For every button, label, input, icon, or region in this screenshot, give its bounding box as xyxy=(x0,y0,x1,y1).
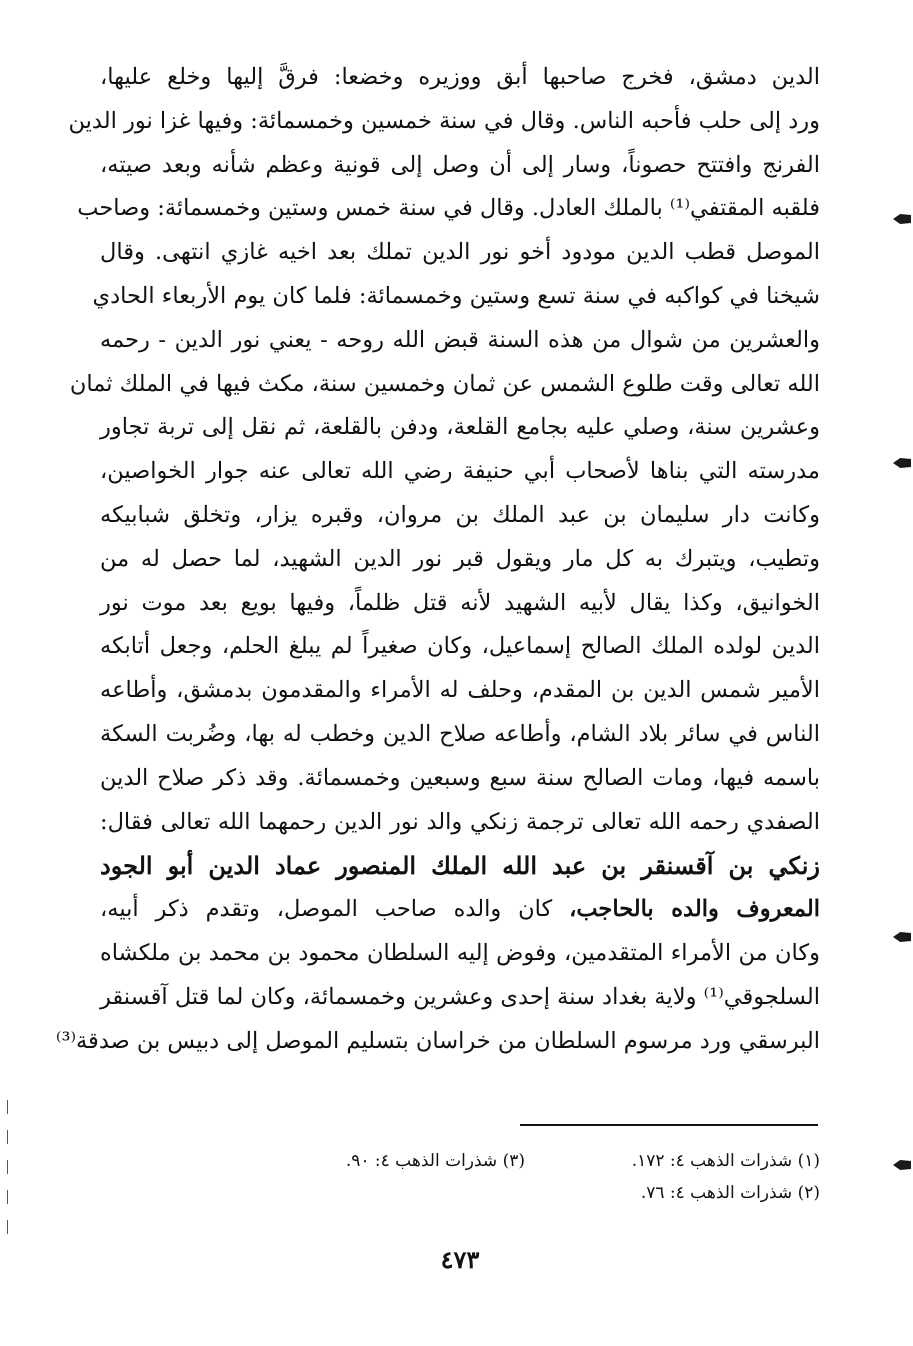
heading-bold-part: المعروف والده بالحاجب، xyxy=(569,896,820,923)
text-line: الموصل قطب الدين مودود أخو نور الدين تملك بعد اخيه غازي انتهى. وقال xyxy=(100,239,820,266)
text-line: وتطيب، ويتبرك به كل مار ويقول قبر نور الدين الشهيد، لما حصل له من xyxy=(100,545,820,572)
edge-tick xyxy=(7,1130,8,1144)
edge-tick xyxy=(7,1220,8,1234)
margin-arrow-icon xyxy=(893,932,911,942)
footnote-1: (١) شذرات الذهب ٤: ١٧٢. xyxy=(631,1151,820,1171)
text-line: الأمير شمس الدين بن المقدم، وحلف له الأمراء والمقدمون بدمشق، وأطاعه xyxy=(100,677,820,704)
edge-tick xyxy=(7,1190,8,1204)
main-text xyxy=(55,56,820,1063)
heading-rest: كان والده صاحب الموصل، وتقدم ذكر أبيه، xyxy=(100,896,570,923)
footnote-2: (٢) شذرات الذهب ٤: ٧٦. xyxy=(640,1183,820,1203)
footnote-row xyxy=(230,1177,820,1209)
text-line: والعشرين من شوال من هذه السنة قبض الله روحه - يعني نور الدين - رحمه xyxy=(100,326,820,353)
footnote-row xyxy=(230,1145,820,1177)
text-line: شيخنا في كواكبه في سنة تسع وستين وخمسمائة: فلما كان يوم الأربعاء الحادي xyxy=(92,282,820,309)
text-line: السلجوقي⁽¹⁾ ولاية بغداد سنة إحدى وعشرين وخمسمائة، وكان لما قتل آقسنقر xyxy=(100,983,820,1010)
page-number: ٤٧٣ xyxy=(440,1245,480,1274)
text-line: مدرسته التي بناها لأصحاب أبي حنيفة رضي الله تعالى عنه جوار الخواصين، xyxy=(100,458,820,485)
text-line: باسمه فيها، ومات الصالح سنة سبع وسبعين وخمسمائة. وقد ذكر صلاح الدين xyxy=(100,764,820,791)
text-line: الله تعالى وقت طلوع الشمس عن ثمان وخمسين سنة، مكث فيها في الملك ثمان xyxy=(69,370,820,397)
footnotes xyxy=(230,1145,820,1209)
text-line: الناس في سائر بلاد الشام، وأطاعه صلاح الدين وخطب له بها، وضُربت السكة xyxy=(100,720,820,747)
text-line: وكان من الأمراء المتقدمين، وفوض إليه السلطان محمود بن محمد بن ملكشاه xyxy=(100,939,820,966)
text-line: الفرنج وافتتح حصوناً، وسار إلى أن وصل إلى قونية وعظم شأنه وبعد صيته، xyxy=(100,151,820,178)
edge-tick xyxy=(7,1100,8,1114)
margin-arrow-icon xyxy=(893,1160,911,1170)
text-line: الخوانيق، وكذا يقال لأبيه الشهيد لأنه قتل ظلماً، وفيها بويع بعد موت نور xyxy=(100,589,820,616)
heading-continuation-line xyxy=(100,888,820,932)
text-line: ورد إلى حلب فأحبه الناس. وقال في سنة خمسين وخمسمائة: وفيها غزا نور الدين xyxy=(68,107,820,134)
text-line: الصفدي رحمه الله تعالى ترجمة زنكي والد نور الدين رحمهما الله تعالى فقال: xyxy=(100,808,820,835)
text-line: الدين دمشق، فخرج صاحبها أبق ووزيره وخضعا: فرقَّ إليها وخلع عليها، xyxy=(100,64,820,90)
text-line: البرسقي ورد مرسوم السلطان من خراسان بتسليم الموصل إلى دبيس بن صدقة⁽³⁾ xyxy=(55,1027,820,1054)
text-line: الدين لولده الملك الصالح إسماعيل، وكان صغيراً لم يبلغ الحلم، وجعل أتابكه xyxy=(100,633,820,660)
margin-arrow-icon xyxy=(893,458,911,468)
biography-heading: زنكي بن آقسنقر بن عبد الله الملك المنصور عماد الدين أبو الجود xyxy=(100,851,820,881)
text-line: وعشرين سنة، وصلي عليه بجامع القلعة، ودفن بالقلعة، ثم نقل إلى تربة تجاور xyxy=(100,414,820,441)
text-line: وكانت دار سليمان بن عبد الملك بن مروان، وقبره يزار، وتخلق شبابيكه xyxy=(100,501,820,528)
margin-arrow-icon xyxy=(893,214,911,224)
footnote-3: (٣) شذرات الذهب ٤: ٩٠. xyxy=(345,1151,525,1171)
edge-tick xyxy=(7,1160,8,1174)
footnote-separator xyxy=(520,1124,818,1126)
text-line: فلقبه المقتفي⁽¹⁾ بالملك العادل. وقال في سنة خمس وستين وخمسمائة: وصاحب xyxy=(77,195,820,222)
